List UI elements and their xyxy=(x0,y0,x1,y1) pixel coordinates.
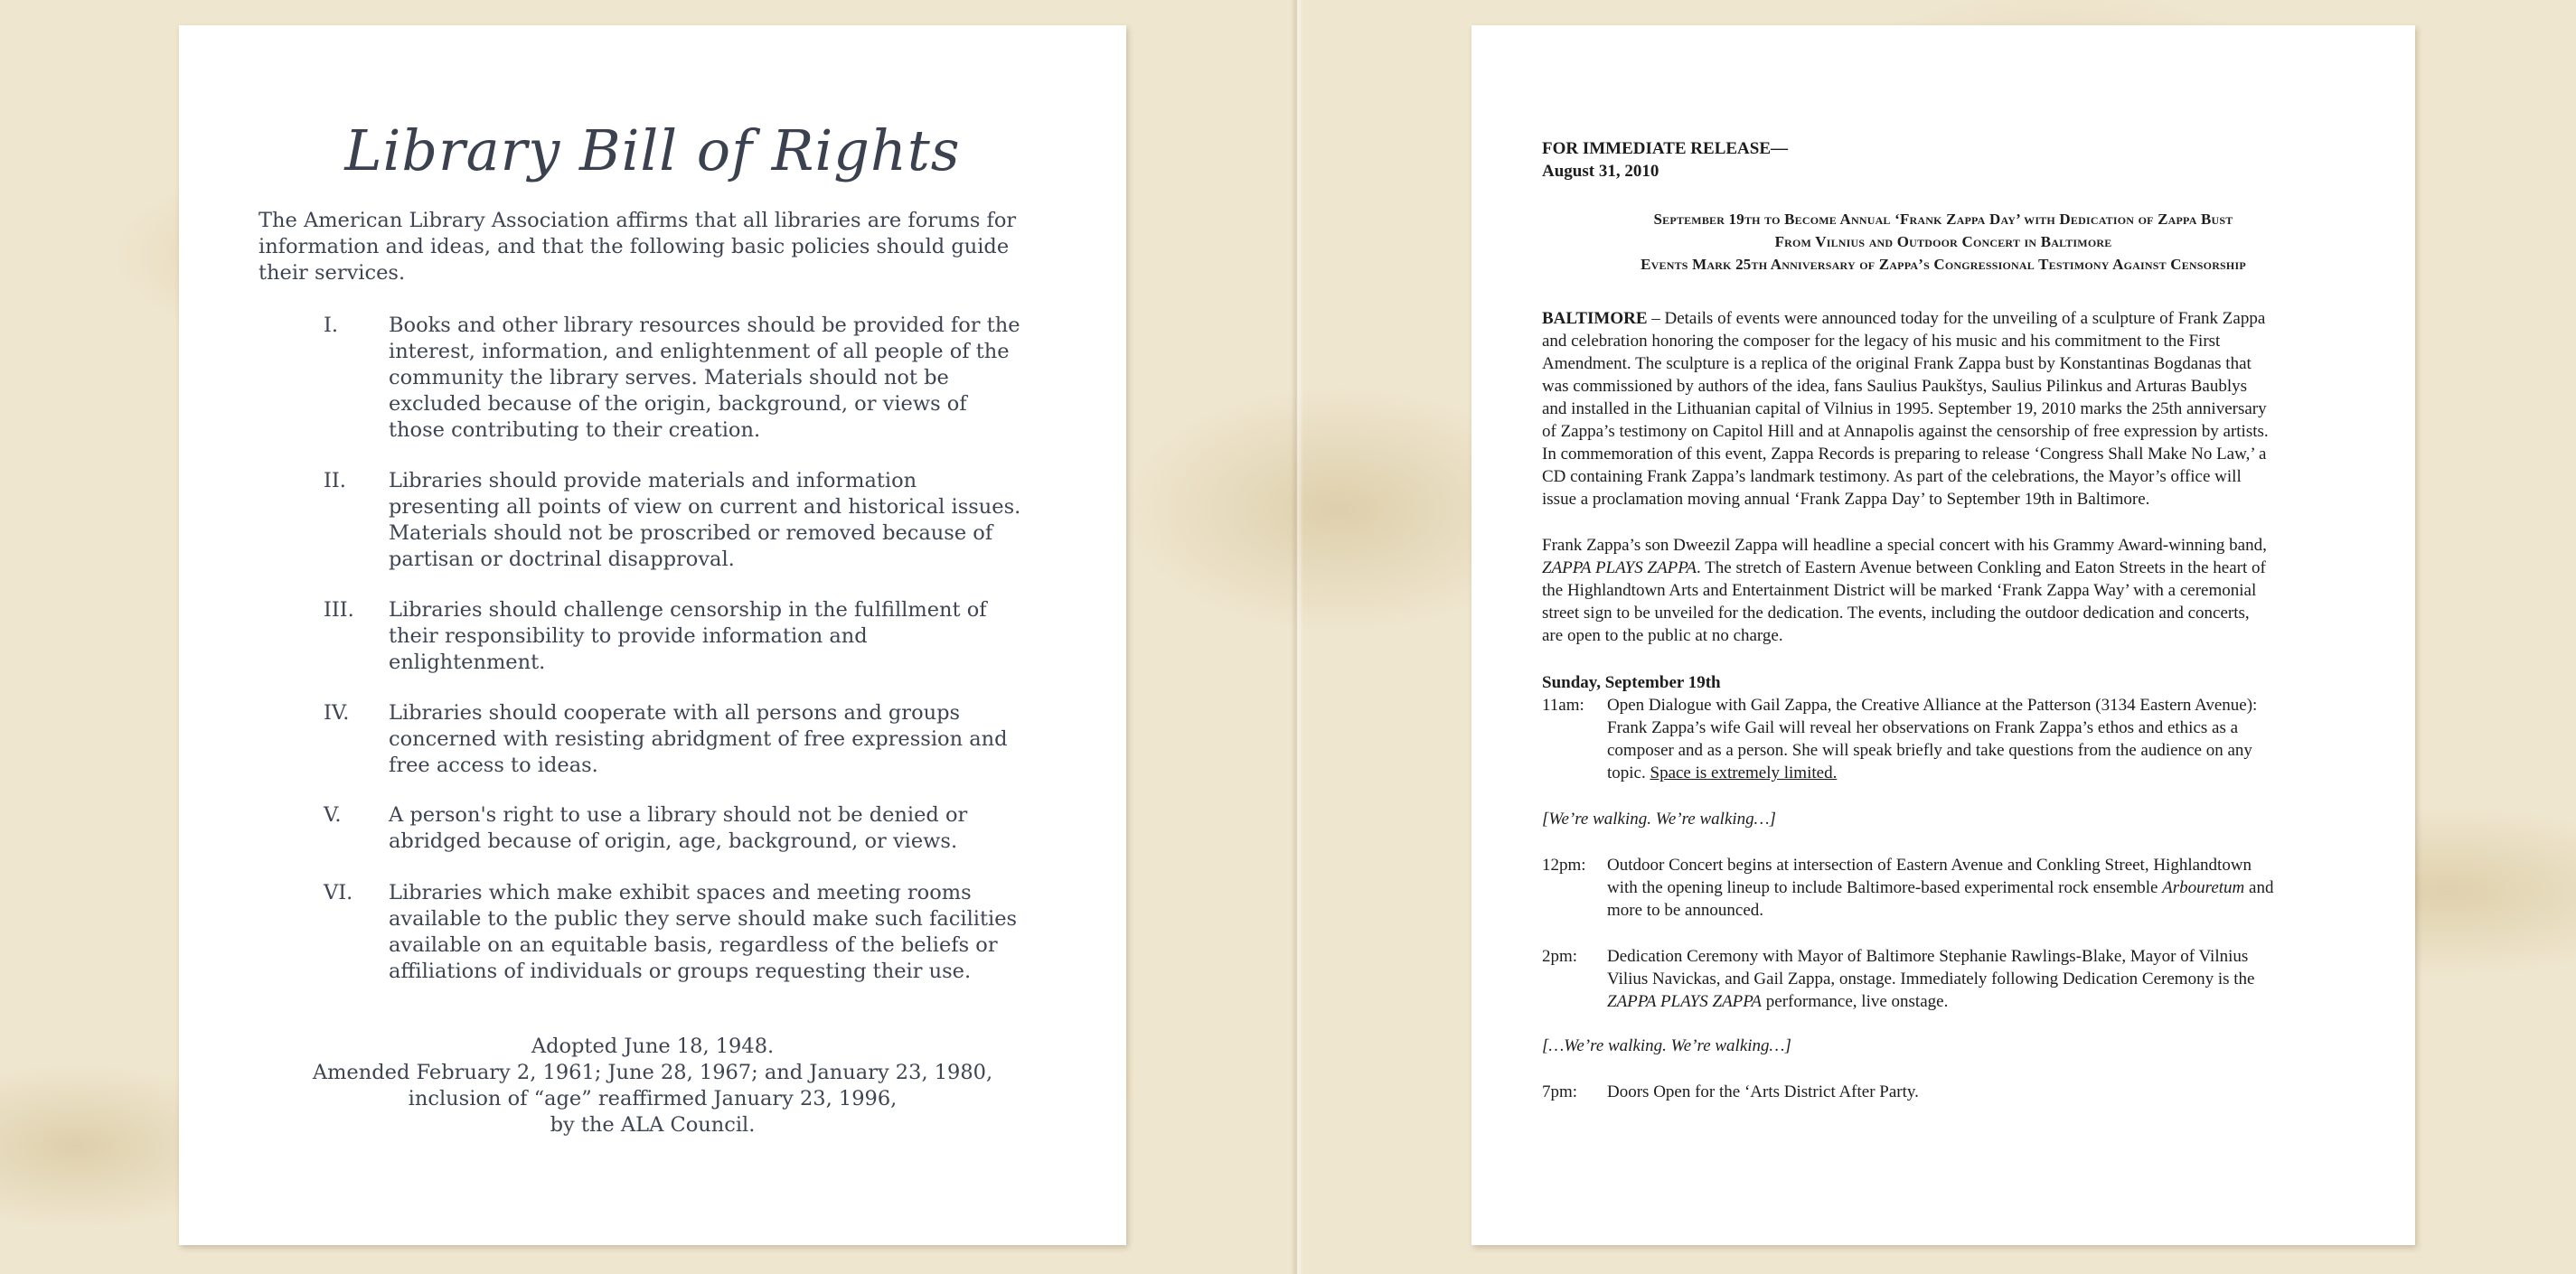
page-title: Library Bill of Rights xyxy=(344,117,961,183)
paragraph-1 xyxy=(1542,307,2337,511)
paragraph-2 xyxy=(1542,534,2337,647)
text-line: partisan or doctrinal disapproval. xyxy=(389,548,735,571)
release-date: August 31, 2010 xyxy=(1542,162,1659,181)
event-description xyxy=(1607,854,2337,922)
event-description xyxy=(1607,945,2337,1013)
right-number: V. xyxy=(324,803,342,827)
walking-interlude-2: […We’re walking. We’re walking…] xyxy=(1542,1036,1791,1055)
band-name: ZAPPA PLAYS ZAPPA xyxy=(1542,558,1697,577)
text-line: composer and as a person. She will speak briefly and take questions from the audience on any xyxy=(1607,741,2252,760)
text-line: – Details of events were announced today for the unveiling of a sculpture of Frank Zappa xyxy=(1647,309,2266,328)
event-time: 11am: xyxy=(1542,696,1584,715)
intro-paragraph: The American Library Association affirms that all libraries are forums for information and ideas, and that the following basic policies should guide their services. xyxy=(259,209,1017,285)
text-line: available on an equitable basis, regardless of the beliefs or xyxy=(389,933,998,957)
text-line: Adopted June 18, 1948. xyxy=(531,1035,775,1058)
library-bill-of-rights-page xyxy=(179,25,1126,1245)
text-line: interest, information, and enlightenment of all people of the xyxy=(389,340,1010,363)
text-line: their responsibility to provide information and xyxy=(389,624,868,648)
right-number: VI. xyxy=(324,881,353,904)
text-line: free access to ideas. xyxy=(389,754,598,777)
text-line: community the library serves. Materials should not be xyxy=(389,366,949,389)
event-description: Doors Open for the ‘Arts District After Party. xyxy=(1607,1082,1919,1101)
text-line: A person's right to use a library should not be denied or xyxy=(389,803,968,827)
text-line: Outdoor Concert begins at intersection of Eastern Avenue and Conkling Street, Highlandtown xyxy=(1607,856,2252,875)
text-line: Dedication Ceremony with Mayor of Baltimore Stephanie Rawlings-Blake, Mayor of Vilnius xyxy=(1607,947,2249,966)
text-line: concerned with resisting abridgment of free expression and xyxy=(389,727,1008,751)
text-line: and xyxy=(2244,878,2274,897)
text-line: Open Dialogue with Gail Zappa, the Creative Alliance at the Patterson (3134 Eastern Avenue): xyxy=(1607,696,2258,715)
day-heading: Sunday, September 19th xyxy=(1542,673,1721,692)
text-line: by the ALA Council. xyxy=(550,1113,756,1137)
text-line: performance, live onstage. xyxy=(1762,992,1949,1011)
text-line: Libraries should cooperate with all persons and groups xyxy=(389,701,961,725)
text-line: In commemoration of this event, Zappa Records is preparing to release ‘Congress Shall Make No Law,’ a xyxy=(1542,445,2267,464)
event-time: 12pm: xyxy=(1542,856,1586,875)
text-line: those contributing to their creation. xyxy=(389,418,761,442)
text-line: inclusion of “age” reaffirmed January 23, 1996, xyxy=(408,1087,898,1110)
text-line: available to the public they serve should make such facilities xyxy=(389,907,1018,931)
text-line: Frank Zappa’s son Dweezil Zappa will headline a special concert with his Grammy Award-winning band, xyxy=(1542,536,2267,555)
text-line: and celebration honoring the composer for the legacy of his music and his commitment to the First xyxy=(1542,332,2221,351)
right-text xyxy=(389,700,1048,779)
text-line: with the opening lineup to include Baltimore-based experimental rock ensemble xyxy=(1607,878,2163,897)
text-line: excluded because of the origin, background, or views of xyxy=(389,392,967,416)
event-time: 7pm: xyxy=(1542,1082,1578,1101)
walking-interlude-1: [We’re walking. We’re walking…] xyxy=(1542,810,1776,829)
text-line: Vilius Navickas, and Gail Zappa, onstage. Immediately following Dedication Ceremony is the xyxy=(1607,970,2255,988)
text-line: are open to the public at no charge. xyxy=(1542,626,1783,645)
right-text xyxy=(389,802,1048,855)
text-line: affiliations of individuals or groups requesting their use. xyxy=(389,960,972,983)
text-line: enlightenment. xyxy=(389,651,546,674)
text-line: Frank Zappa’s wife Gail will reveal her observations on Frank Zappa’s ethos and ethics as a xyxy=(1607,718,2239,737)
band-name: ZAPPA PLAYS ZAPPA xyxy=(1607,992,1763,1011)
book-fold xyxy=(1291,0,1303,1274)
space-limited-note: Space is extremely limited. xyxy=(1650,763,1838,782)
text-line: more to be announced. xyxy=(1607,901,1764,920)
text-line: and installed in the Lithuanian capital of Vilnius in 1995. September 19, 2010 marks the 25th anniversary xyxy=(1542,399,2267,418)
ensemble-name: Arbouretum xyxy=(2162,878,2245,897)
text-line: issue a proclamation moving annual ‘Frank Zappa Day’ to September 19th in Baltimore. xyxy=(1542,490,2150,509)
right-number: IV. xyxy=(324,701,350,725)
text-line: Amended February 2, 1961; June 28, 1967; and January 23, 1980, xyxy=(312,1061,993,1084)
text-line: Libraries should provide materials and information xyxy=(389,469,917,492)
text-line: CD containing Frank Zappa’s landmark testimony. As part of the celebrations, the Mayor’s office will xyxy=(1542,467,2242,486)
press-release-page xyxy=(1471,25,2415,1245)
text-line: Libraries should challenge censorship in the fulfillment of xyxy=(389,598,987,622)
release-label: FOR IMMEDIATE RELEASE— xyxy=(1542,139,1789,158)
right-text xyxy=(389,597,1048,676)
right-number: I. xyxy=(324,314,339,337)
headline-line-1: September 19th to Become Annual ‘Frank Zappa Day’ with Dedication of Zappa Bust xyxy=(1653,211,2233,228)
text-line: topic. xyxy=(1607,763,1650,782)
right-number: III. xyxy=(324,598,354,622)
headline-line-3: Events Mark 25th Anniversary of Zappa’s Congressional Testimony Against Censorship xyxy=(1641,256,2246,273)
text-line: Libraries which make exhibit spaces and meeting rooms xyxy=(389,881,972,904)
text-line: . The stretch of Eastern Avenue between Conkling and Eaton Streets in the heart of xyxy=(1697,558,2266,577)
adoption-note xyxy=(179,1034,1126,1138)
right-text xyxy=(389,313,1048,444)
text-line: of Zappa’s testimony on Capitol Hill and at Annapolis against the censorship of free expression by artists. xyxy=(1542,422,2269,441)
dateline: BALTIMORE xyxy=(1542,309,1648,328)
text-line: was commissioned by authors of the idea, fans Saulius Paukštys, Saulius Pilinkus and Arturas Baublys xyxy=(1542,377,2248,396)
event-description xyxy=(1607,694,2337,784)
text-line: abridged because of origin, age, background, or views. xyxy=(389,829,958,853)
text-line: street sign to be unveiled for the dedication. The events, including the outdoor dedication and concerts, xyxy=(1542,604,2250,623)
right-text xyxy=(389,468,1048,573)
right-text xyxy=(389,880,1048,985)
text-line: Amendment. The sculpture is a replica of the original Frank Zappa bust by Konstantinas Bogdanas that xyxy=(1542,354,2252,373)
text-line: the Highlandtown Arts and Entertainment District will be marked ‘Frank Zappa Way’ with a ceremonial xyxy=(1542,581,2257,600)
event-time: 2pm: xyxy=(1542,947,1578,966)
text-line: presenting all points of view on current and historical issues. xyxy=(389,495,1021,519)
text-line: Books and other library resources should be provided for the xyxy=(389,314,1020,337)
right-number: II. xyxy=(324,469,346,492)
headline-line-2: From Vilnius and Outdoor Concert in Baltimore xyxy=(1774,233,2112,250)
text-line: Materials should not be proscribed or removed because of xyxy=(389,521,993,545)
